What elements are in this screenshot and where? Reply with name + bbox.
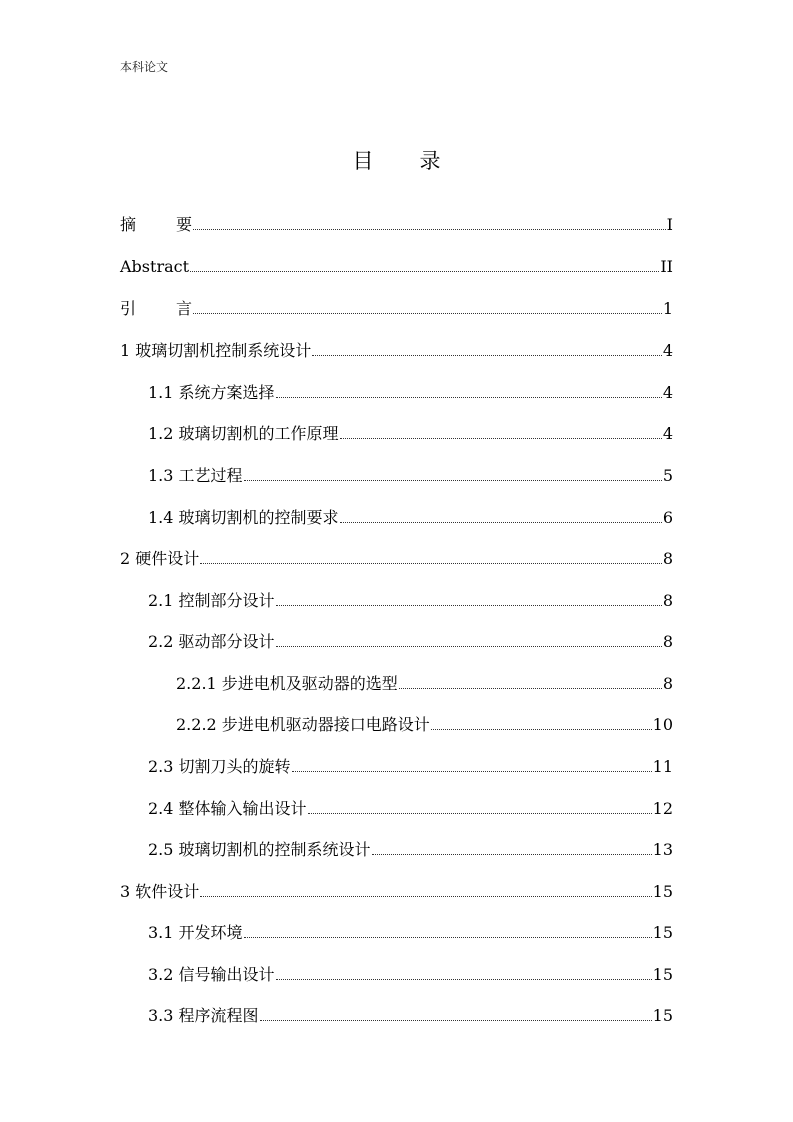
- toc-entry[interactable]: [148, 752, 673, 776]
- toc-entry-page: II: [660, 257, 673, 276]
- toc-entry-page: I: [666, 215, 673, 234]
- toc-leader-dots: [276, 397, 662, 398]
- toc-leader-dots: [431, 729, 652, 730]
- toc-entry[interactable]: [148, 586, 673, 610]
- toc-entry-page: 15: [652, 965, 673, 984]
- toc-entry-label: [120, 216, 192, 234]
- toc-entry-page: 11: [652, 757, 673, 776]
- toc-leader-dots: [200, 563, 662, 564]
- toc-entry-label: 1.1 系统方案选择: [148, 383, 275, 402]
- toc-leader-dots: [193, 229, 666, 230]
- toc-title: [0, 145, 793, 175]
- toc-leader-dots: [312, 355, 662, 356]
- toc-leader-dots: [244, 480, 662, 481]
- toc-entry-page: 4: [662, 341, 673, 360]
- toc-entry-page: 6: [662, 508, 673, 527]
- toc-entry-page: 10: [652, 715, 673, 734]
- toc-entry-label: [120, 300, 192, 318]
- toc-entry-label: 3.2 信号输出设计: [148, 965, 275, 984]
- toc-entry-page: 8: [662, 674, 673, 693]
- toc-title-right: 录: [419, 149, 441, 173]
- toc-title-left: 目: [352, 149, 374, 173]
- toc-entry[interactable]: [148, 960, 673, 984]
- toc-leader-dots: [244, 937, 652, 938]
- toc-leader-dots: [399, 688, 662, 689]
- toc-entry-page: 8: [662, 591, 673, 610]
- toc-leader-dots: [276, 605, 662, 606]
- toc-entry[interactable]: [148, 461, 673, 485]
- toc-entry[interactable]: [120, 544, 673, 568]
- toc-entry-label: 2.2.2 步进电机驱动器接口电路设计: [176, 715, 430, 734]
- toc-entry[interactable]: [120, 336, 673, 360]
- toc-leader-dots: [308, 813, 652, 814]
- toc-entry-page: 15: [652, 923, 673, 942]
- toc-entry-label-part: 要: [176, 215, 193, 234]
- page-header: 本科论文: [120, 60, 169, 74]
- toc-entry-label: 1.2 玻璃切割机的工作原理: [148, 424, 339, 443]
- toc-entry-label: 1.4 玻璃切割机的控制要求: [148, 508, 339, 527]
- toc-entry-label: 3.3 程序流程图: [148, 1006, 259, 1025]
- toc-leader-dots: [276, 979, 652, 980]
- toc-entry-page: 13: [652, 840, 673, 859]
- toc-leader-dots: [190, 271, 659, 272]
- toc-leader-dots: [340, 522, 662, 523]
- toc-entry-page: 4: [662, 383, 673, 402]
- toc-entry[interactable]: [148, 835, 673, 859]
- toc-entry[interactable]: [120, 294, 673, 318]
- toc-entry-label: Abstract: [120, 257, 190, 276]
- toc-entry-label: 2 硬件设计: [120, 549, 200, 568]
- toc-entry-label: 1 玻璃切割机控制系统设计: [120, 341, 312, 360]
- toc-leader-dots: [200, 896, 651, 897]
- toc-entry[interactable]: [176, 669, 673, 693]
- toc-entry-label-part: 言: [176, 299, 193, 318]
- toc-entry-label-part: 摘: [120, 215, 137, 234]
- toc-entry-label: 2.5 玻璃切割机的控制系统设计: [148, 840, 371, 859]
- toc-entry[interactable]: [148, 378, 673, 402]
- toc-entry-label: 2.1 控制部分设计: [148, 591, 275, 610]
- toc-entry[interactable]: [120, 877, 673, 901]
- toc-entry-label: 3 软件设计: [120, 882, 200, 901]
- toc-entry[interactable]: [148, 1001, 673, 1025]
- toc-entry-page: 15: [652, 1006, 673, 1025]
- toc-entry[interactable]: [148, 918, 673, 942]
- toc-entry[interactable]: [148, 627, 673, 651]
- toc-entry[interactable]: [120, 252, 673, 276]
- toc-entry-label: 2.3 切割刀头的旋转: [148, 757, 291, 776]
- toc-leader-dots: [260, 1020, 652, 1021]
- toc-entry-label-part: 引: [120, 299, 137, 318]
- toc-entry[interactable]: [148, 419, 673, 443]
- toc-leader-dots: [193, 313, 662, 314]
- toc-entry[interactable]: [120, 210, 673, 234]
- toc-entry[interactable]: [176, 710, 673, 734]
- toc-entry-label: 2.2.1 步进电机及驱动器的选型: [176, 674, 398, 693]
- toc-entry-page: 5: [662, 466, 673, 485]
- toc-leader-dots: [292, 771, 652, 772]
- toc-leader-dots: [372, 854, 652, 855]
- toc-leader-dots: [340, 438, 662, 439]
- toc-entry-page: 12: [652, 799, 673, 818]
- toc-entry[interactable]: [148, 794, 673, 818]
- toc-leader-dots: [276, 646, 662, 647]
- toc-entry-page: 8: [662, 549, 673, 568]
- toc-entry-page: 15: [652, 882, 673, 901]
- toc-entry-label: 2.2 驱动部分设计: [148, 632, 275, 651]
- toc-entry-label: 2.4 整体输入输出设计: [148, 799, 307, 818]
- toc-entry-page: 4: [662, 424, 673, 443]
- toc-entry-page: 1: [662, 299, 673, 318]
- toc-entry-label: 1.3 工艺过程: [148, 466, 243, 485]
- toc-entry-page: 8: [662, 632, 673, 651]
- toc-entry-label: 3.1 开发环境: [148, 923, 243, 942]
- toc-entry[interactable]: [148, 503, 673, 527]
